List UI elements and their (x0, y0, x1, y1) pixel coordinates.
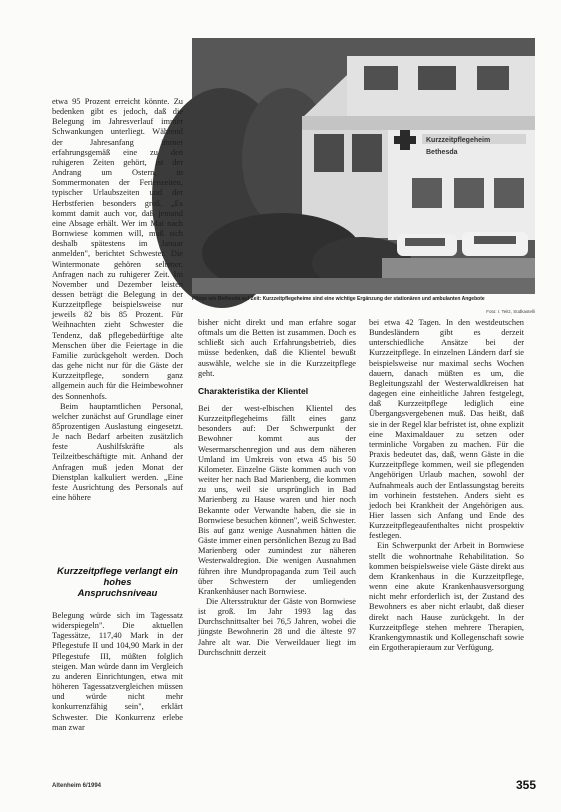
journal-footer: Altenheim 6/1994 (52, 783, 102, 789)
photo-caption: Pflege wie Bethesda auf Zeit: Kurzzeitpflegeheime sind eine wichtige Ergänzung der stationären und ambulanten Angebote (192, 296, 485, 302)
column-3 (369, 318, 524, 778)
paragraph: Beim hauptamtlichen Personal, welcher zunächst auf Grundlage einer 85prozentigen Auslastung eingesetzt. Je nach Bedarf arbeiten zusätzlich feste Aushilfskräfte als Teilzeitbeschäftigte mit. Anhand der Anfragen muß jeden Monat der Dienstplan kalkuliert werden. „Eine feste Ausrichtung des Personals auf eine höhere (52, 401, 183, 503)
photo-credit: Foto: I. Teitz, Südkastelli (486, 309, 535, 314)
building-photo-illustration (192, 38, 535, 294)
column-1-upper (52, 97, 183, 565)
pull-quote-line: Kurzzeitpflege verlangt ein hohes (57, 566, 178, 588)
column-1-lower (52, 611, 183, 777)
section-heading: Charakteristika der Klientel (198, 386, 309, 396)
column-2-upper (198, 318, 356, 378)
paragraph: etwa 95 Prozent erreicht könnte. Zu bedenken gibt es jedoch, daß die Belegung im Jahresverlauf immer Schwankungen unterliegt. Während der Jahresanfang immer erfahrungsgemäß eine zu den ruhigeren Zeiten gehört, ist der Andrang um Ostern, in Sommermonaten der Ferienzeiten, typischer Urlaubszeiten und der Herbstferien besonders groß. „Es kommt damit auch vor, daß jemand eine Absage erhält. Wer im Mai nach Bornwiese kommen will, muß sich deshalb spätestens im Januar anmelden", berichtet Schwester. Die Wintermonate gehören seltener. Anfragen nach zu ruhigerer Zeit. Im November und Dezember leisten dessen beträgt die Belegung in der Kurzzeitpflege beispielsweise nur jeweils 82 bis 85 Prozent. Für Weihnachten zieht Schwester die Tendenz, daß pflegebedürftige alte Menschen über die Feiertage in die Familie zurückgeholt werden. Doch das gehe nicht nur für die Gäste der Kurzzeitpflege, sondern ganz allgemein auch für die Heimbewohner des Sonnenhofs. (52, 97, 183, 401)
column-2-lower (198, 404, 356, 779)
paragraph: Die Altersstruktur der Gäste von Bornwiese ist groß. Im Jahr 1993 lag das Durchschnittsalter bei 76,5 Jahren, wobei die jüngste Bewohnerin 28 und die älteste 97 Jahre alt war. Die Verweildauer liegt im Durchschnitt derzeit (198, 596, 356, 657)
sign-line1: Kurzzeitpflegeheim (426, 137, 491, 144)
paragraph: Bei der west-elbischen Klientel des Kurzzeitpflegeheims fällt eines ganz besonders auf: Der Schwerpunkt der Bewohner kommt aus der Wesermarschenregion und aus dem näheren Umland im Umkreis von etwa 45 bis 50 Kilometer. Einzelne Gäste kommen auch von weiter her nach Bad Marienberg, die kommen zu uns, weil sie ursprünglich in Bad Marienberg zu Hause waren und hier noch Bekannte oder Verwandte haben, die sie in Bornwiese besuchen können", weiß Schwester. Bis auf ganz wenige Ausnahmen hätten die Gäste immer einen persönlichen Bezug zu Bad Marienberg oder zumindest zur näheren Westerwaldregion. Die wenigen Ausnahmen führen ihre Mundpropaganda zum Teil auch über Schwestern der umliegenden Krankenhäuser nach Bornwiese. (198, 404, 356, 596)
paragraph: Ein Schwerpunkt der Arbeit in Bornwiese stellt die wohnortnahe Rehabilitation. So kommen beispielsweise viele Gäste direkt aus dem Krankenhaus in die Kurzzeitpflege, wenn eine akute Krankenhausversorgung nicht mehr erforderlich ist, der Zustand des Bewohners es aber nicht erlaubt, daß dieser direkt nach Hause zurückgeht. In der Kurzzeitpflege stehen mehrere Therapien, Krankengymnastik und Kollegenschaft sowie ein Ergotherapieraum zur Verfügung. (369, 541, 524, 652)
sign-line2: Bethesda (426, 149, 458, 156)
pull-quote (52, 566, 183, 602)
pull-quote-line: Anspruchsniveau (77, 588, 158, 599)
building-photo (192, 38, 535, 294)
paragraph: bisher nicht direkt und man erfahre sogar oftmals um die Betten ist zusammen. Doch es schließt sich auch Erfahrungsbetrieb, dies müsse bedenken, daß die Klientel bewußt auswähle, welche sie in die Kurzzeitpflege geht. (198, 318, 356, 378)
page-number: 355 (515, 778, 536, 792)
paragraph: bei etwa 42 Tagen. In den westdeutschen Bundesländern gibt es derzeit unterschiedliche Ansätze bei der Kurzzeitpflege. In einzelnen Ländern darf sie beispielsweise nur maximal sechs Wochen dauern, danach müßten es um, die Begleitungszahl der Westerwaldkreisen hat dagegen eine einheitliche Jahren festgelegt, daß Kurzzeitpflege lediglich eine Übergangsvergebenen muß. Das heißt, daß sie in der Regel klar befristet ist, ohne explizit eine Maximaldauer zu setzen oder terminliche Vorgaben zu machen. Für die Praxis bedeutet das, daß, wenn Gäste in die Kurzzeitpflege kommen, weil sie pflegenden Angehörigen Urlaub machen, sowohl der Aufnahmeals auch der Entlassungstag bereits im vorhinein feststehen. Anders sieht es jedoch bei Krankheit der Angehörigen aus. Hier lassen sich Anfang und Ende des Kurzzeitpflegeaufenthaltes nicht prospektiv festlegen. (369, 318, 524, 541)
paragraph: Belegung würde sich im Tagessatz widerspiegeln". Die aktuellen Tagessätze, 117,40 Mark in der Pflegestufe II und 104,90 Mark in der Pflegestufe III, müßten folglich steigen. Man würde dann im Vergleich zu anderen Einrichtungen, etwa mit höheren Tagessatzvergleichen müssen und würde nicht mehr konkurrenzfähig sein", erklärt Schwester. Die Konkurrenz erlebe man zwar (52, 611, 183, 732)
